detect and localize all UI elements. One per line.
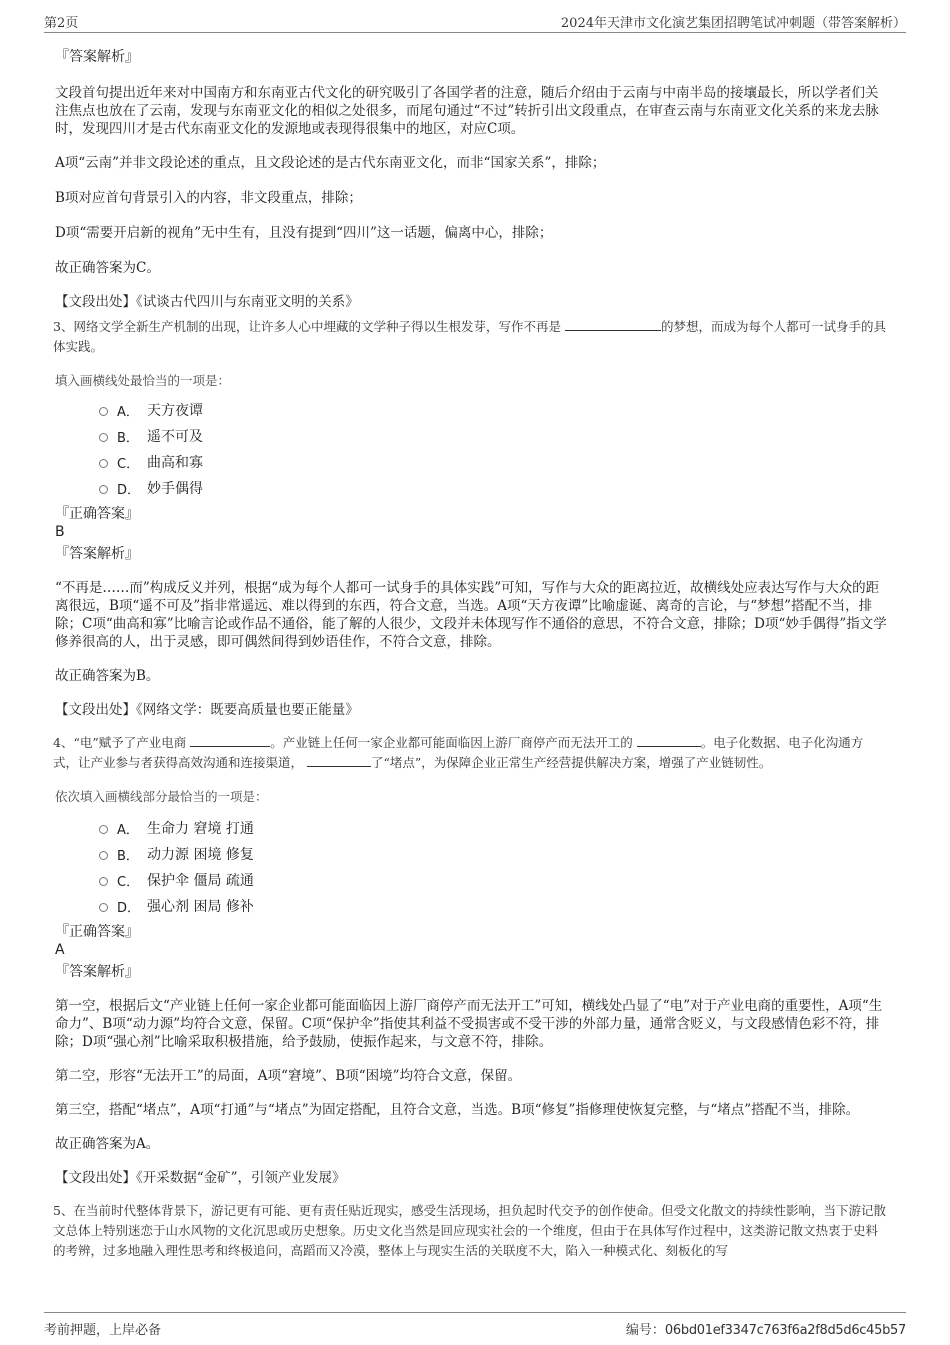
footer-slogan: 考前押题，上岸必备: [44, 1323, 162, 1338]
radio-icon[interactable]: [99, 407, 108, 416]
q4-analysis-para3: 第三空，搭配“堵点”，A项“打通”与“堵点”为固定搭配，且符合文意，当选。B项“修复”指修理使恢复完整，与“堵点”搭配不当，排除。: [55, 1102, 860, 1118]
q4-option-a[interactable]: A． 生命力 窘境 打通: [55, 817, 888, 843]
q2-conclusion: 故正确答案为C。: [55, 260, 160, 276]
q3-analysis: “不再是……而”构成反义并列，根据“成为每个人都可一试身手的具体实践”可知，写作与大众的距离拉近，故横线处应表达写作与大众的距离很远，B项“遥不可及”指非常遥远、难以得到的东西，符合文意，当选。A项“天方夜谭”比喻虚诞、离奇的言论，与“梦想”搭配不当，排除；C项“曲高和寡”比喻言论或作品不通俗，能了解的人很少，文段并未体现写作不通俗的意思，不符合文意，排除；D项“妙手偶得”指文学修养很高的人，出于灵感，即可偶然间得到妙语佳作，不符合文意，排除。: [55, 580, 887, 650]
q4-option-d[interactable]: D． 强心剂 困局 修补: [55, 895, 888, 921]
q4-stem-part4: 了“堵点”，为保障企业正常生产经营提供解决方案，增强了产业链韧性。: [370, 755, 772, 770]
q3-blank: [565, 318, 661, 331]
radio-icon[interactable]: [99, 459, 108, 468]
q4-stem: [53, 733, 888, 773]
q5-stem: 5、在当前时代整体背景下，游记更有可能、更有责任贴近现实，感受生活现场，担负起时代交予的创作使命。但受文化散文的持续性影响，当下游记散文总体上特别迷恋于山水风物的文化沉思或历史想象。历史文化当然是回应现实社会的一个维度，但由于在具体写作过程中，这类游记散文热衷于史料的考辨，过多地融入理性思考和终极追问，高蹈而又冷漠，整体上与现实生活的关联度不大，陷入一种模式化、刻板化的写: [53, 1203, 886, 1258]
footer-code: [626, 1319, 906, 1338]
q3-option-a[interactable]: A． 天方夜谭: [55, 399, 888, 425]
footer-code-label: 编号：: [625, 1323, 665, 1338]
q3-conclusion: 故正确答案为B。: [55, 668, 160, 684]
q3-instruction: 填入画横线处最恰当的一项是：: [55, 373, 231, 388]
q3-stem-part2: 的梦想，而成为每个人都可一试身手的具体实践。: [53, 319, 886, 354]
q4-correct-label: 『正确答案』: [55, 924, 139, 940]
q3-option-b[interactable]: B． 遥不可及: [55, 425, 888, 451]
q4-stem-part2: 。产业链上任何一家企业都可能面临因上游厂商停产而无法开工的: [270, 735, 637, 750]
q4-stem-part1: 4、“电”赋予了产业电商: [53, 735, 191, 750]
q3-option-d[interactable]: D． 妙手偶得: [55, 477, 888, 503]
q3-analysis-label: 『答案解析』: [55, 546, 139, 562]
q4-blank-2: [637, 734, 701, 747]
q4-correct-answer: A: [55, 942, 65, 958]
q4-source: 【文段出处】《开采数据“金矿”，引领产业发展》: [55, 1170, 346, 1186]
page-header: [44, 10, 906, 33]
radio-icon[interactable]: [99, 877, 108, 886]
q4-blank-3: [307, 754, 371, 767]
q3-correct-label: 『正确答案』: [55, 506, 139, 522]
radio-icon[interactable]: [99, 825, 108, 834]
radio-icon[interactable]: [99, 851, 108, 860]
q3-stem: [53, 317, 888, 357]
q2-analysis-para4: D项“需要开启新的视角”无中生有，且没有提到“四川”这一话题，偏离中心，排除；: [55, 225, 553, 241]
page-number: 第2页: [44, 16, 79, 31]
q3-stem-part1: 3、网络文学全新生产机制的出现，让许多人心中埋藏的文学种子得以生根发芽，写作不再是: [53, 319, 565, 334]
radio-icon[interactable]: [99, 903, 108, 912]
q4-option-c[interactable]: C． 保护伞 僵局 疏通: [55, 869, 888, 895]
radio-icon[interactable]: [99, 485, 108, 494]
q3-source: 【文段出处】《网络文学：既要高质量也要正能量》: [55, 702, 359, 718]
q2-analysis-para2: A项“云南”并非文段论述的重点，且文段论述的是古代东南亚文化，而非“国家关系”，排除；: [55, 155, 606, 171]
q4-stem-part3: 。电子化数据、电子化沟通方式，让产业参与者获得高效沟通和连接渠道，: [53, 735, 864, 770]
q3-options: [55, 399, 888, 503]
q4-instruction: 依次填入画横线部分最恰当的一项是：: [55, 789, 268, 804]
q4-conclusion: 故正确答案为A。: [55, 1136, 160, 1152]
q3-option-c[interactable]: C． 曲高和寡: [55, 451, 888, 477]
q4-analysis-para2: 第二空，形容“无法开工”的局面，A项“窘境”、B项“困境”均符合文意，保留。: [55, 1068, 522, 1084]
document-title: 2024年天津市文化演艺集团招聘笔试冲刺题（带答案解析）: [560, 16, 906, 31]
q4-analysis-label: 『答案解析』: [55, 964, 139, 980]
footer-code-value: 06bd01ef3347c763f6a2f8d5d6c45b57: [664, 1323, 906, 1338]
q2-analysis-label: 『答案解析』: [55, 49, 139, 65]
q3-correct-answer: B: [55, 524, 65, 540]
q4-blank-1: [190, 734, 270, 747]
q2-source: 【文段出处】《试谈古代四川与东南亚文明的关系》: [55, 294, 359, 310]
radio-icon[interactable]: [99, 433, 108, 442]
q4-options: [55, 817, 888, 921]
page-footer: [44, 1312, 906, 1339]
q4-analysis-para1: 第一空，根据后文“产业链上任何一家企业都可能面临因上游厂商停产而无法开工”可知，横线处凸显了“电”对于产业电商的重要性，A项“生命力”、B项“动力源”均符合文意，保留。C项“保护伞”指使其利益不受损害或不受干涉的外部力量，通常含贬义，与文段感情色彩不符，排除；D项“强心剂”比喻采取积极措施，给予鼓励，使振作起来，与文意不符，排除。: [55, 998, 883, 1050]
q4-option-b[interactable]: B． 动力源 困境 修复: [55, 843, 888, 869]
q2-analysis-para3: B项对应首句背景引入的内容，非文段重点，排除；: [55, 190, 362, 206]
page-content: [55, 44, 888, 1261]
q2-analysis-para1: 文段首句提出近年来对中国南方和东南亚古代文化的研究吸引了各国学者的注意，随后介绍由于云南与中南半岛的接壤最长，所以学者们关注焦点也放在了云南，发现与东南亚文化的相似之处很多，而尾句通过“不过”转折引出文段重点，在审查云南与东南亚文化关系的来龙去脉时，发现四川才是古代东南亚文化的发源地或表现得很集中的地区，对应C项。: [55, 85, 879, 137]
